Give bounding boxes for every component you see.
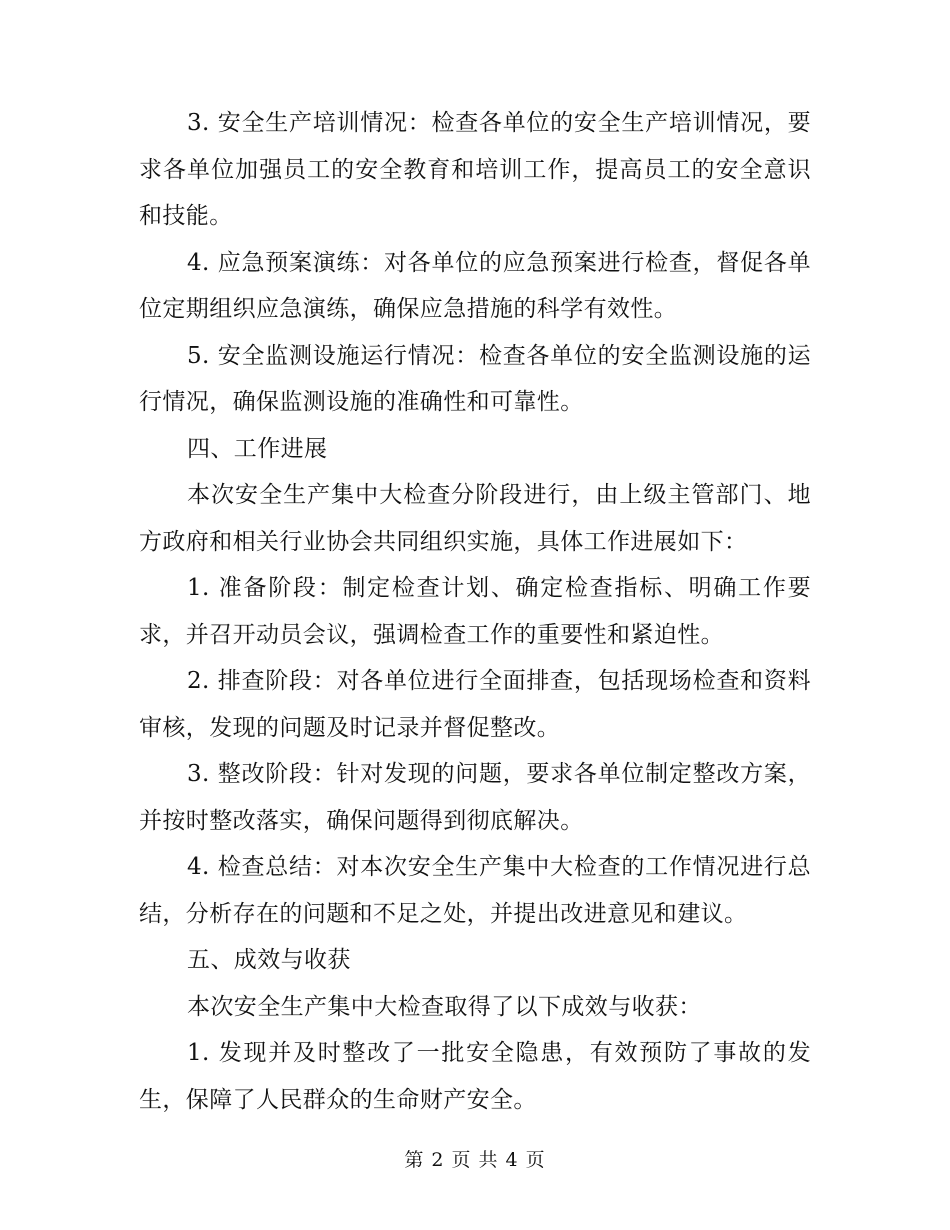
paragraph-progress-intro: 本次安全生产集中大检查分阶段进行，由上级主管部门、地方政府和相关行业协会共同组织实施，具体工作进展如下：	[139, 482, 811, 555]
paragraph-preparation: 1. 准备阶段：制定检查计划、确定检查指标、明确工作要求，并召开动员会议，强调检查工作的重要性和紧迫性。	[139, 575, 811, 648]
section-heading-results: 五、成效与收获	[187, 947, 351, 973]
page-number-footer: 第 2 页 共 4 页	[404, 1149, 546, 1171]
paragraph-summary: 4. 检查总结：对本次安全生产集中大检查的工作情况进行总结，分析存在的问题和不足之处，并提出改进意见和建议。	[139, 854, 811, 927]
paragraph-result-1: 1. 发现并及时整改了一批安全隐患，有效预防了事故的发生，保障了人民群众的生命财产安全。	[139, 1040, 811, 1113]
paragraph-emergency-drill: 4. 应急预案演练：对各单位的应急预案进行检查，督促各单位定期组织应急演练，确保应急措施的科学有效性。	[139, 249, 811, 322]
paragraph-training: 3. 安全生产培训情况：检查各单位的安全生产培训情况，要求各单位加强员工的安全教育和培训工作，提高员工的安全意识和技能。	[139, 110, 811, 229]
paragraph-monitoring: 5. 安全监测设施运行情况：检查各单位的安全监测设施的运行情况，确保监测设施的准确性和可靠性。	[139, 342, 811, 415]
document-body	[139, 100, 811, 1123]
paragraph-investigation: 2. 排查阶段：对各单位进行全面排查，包括现场检查和资料审核，发现的问题及时记录并督促整改。	[139, 668, 811, 741]
section-heading-progress: 四、工作进展	[187, 435, 328, 462]
paragraph-rectification: 3. 整改阶段：针对发现的问题，要求各单位制定整改方案，并按时整改落实，确保问题得到彻底解决。	[139, 761, 811, 834]
paragraph-results-intro: 本次安全生产集中大检查取得了以下成效与收获：	[187, 993, 702, 1020]
